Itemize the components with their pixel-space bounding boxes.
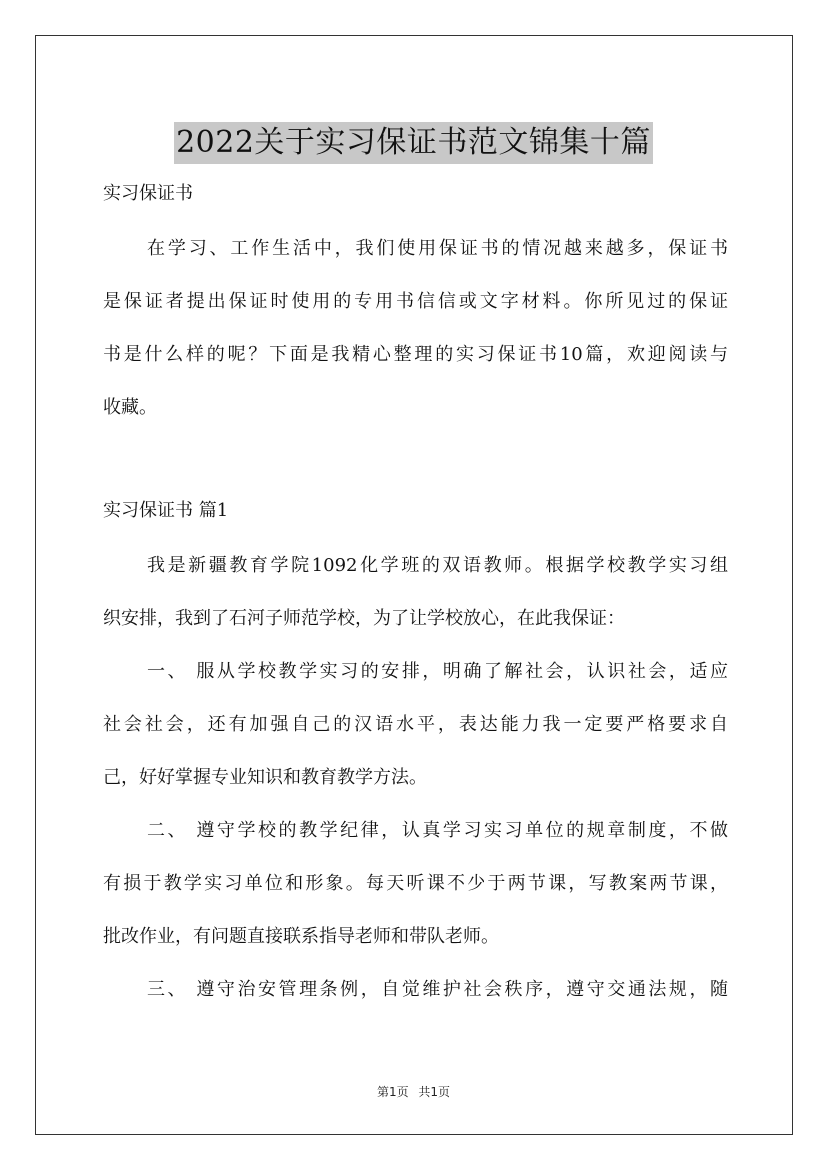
paragraph-line: 社会社会，还有加强自己的汉语水平，表达能力我一定要严格要求自	[103, 714, 728, 735]
paragraph-line: 己，好好掌握专业知识和教育教学方法。	[103, 767, 427, 788]
paragraph-line: 在学习、工作生活中，我们使用保证书的情况越来越多，保证书	[147, 238, 728, 259]
section-paragraph-4	[103, 972, 728, 1008]
paragraph-line: 二、 遵守学校的教学纪律，认真学习实习单位的规章制度，不做	[147, 820, 728, 841]
section-paragraph-2	[103, 654, 728, 796]
section-paragraph-3	[103, 813, 728, 955]
page-number: 第1页	[376, 1085, 409, 1099]
page-total: 共1页	[418, 1085, 451, 1099]
document-title: 2022关于实习保证书范文锦集十篇	[174, 122, 653, 164]
intro-paragraph	[103, 231, 728, 426]
document-body	[103, 176, 728, 1025]
paragraph-line: 织安排，我到了石河子师范学校，为了让学校放心，在此我保证：	[103, 608, 625, 629]
paragraph-line: 三、 遵守治安管理条例，自觉维护社会秩序，遵守交通法规，随	[147, 979, 728, 1000]
paragraph-line: 批改作业，有问题直接联系指导老师和带队老师。	[103, 926, 499, 947]
paragraph-line: 书是什么样的呢？下面是我精心整理的实习保证书10篇，欢迎阅读与	[103, 344, 728, 365]
paragraph-line: 一、 服从学校教学实习的安排，明确了解社会，认识社会，适应	[147, 661, 728, 682]
paragraph-line: 是保证者提出保证时使用的专用书信信或文字材料。你所见过的保证	[103, 291, 728, 312]
section-paragraph-1	[103, 548, 728, 637]
section-spacer	[103, 443, 728, 493]
section-heading: 实习保证书 篇1	[103, 500, 229, 521]
paragraph-line: 有损于教学实习单位和形象。每天听课不少于两节课，写教案两节课，	[103, 873, 728, 894]
paragraph-line: 收藏。	[103, 397, 157, 418]
intro-heading: 实习保证书	[103, 183, 193, 204]
title-container	[0, 102, 827, 184]
paragraph-line: 我是新疆教育学院1092化学班的双语教师。根据学校教学实习组	[147, 555, 728, 576]
page-footer	[0, 1083, 827, 1100]
